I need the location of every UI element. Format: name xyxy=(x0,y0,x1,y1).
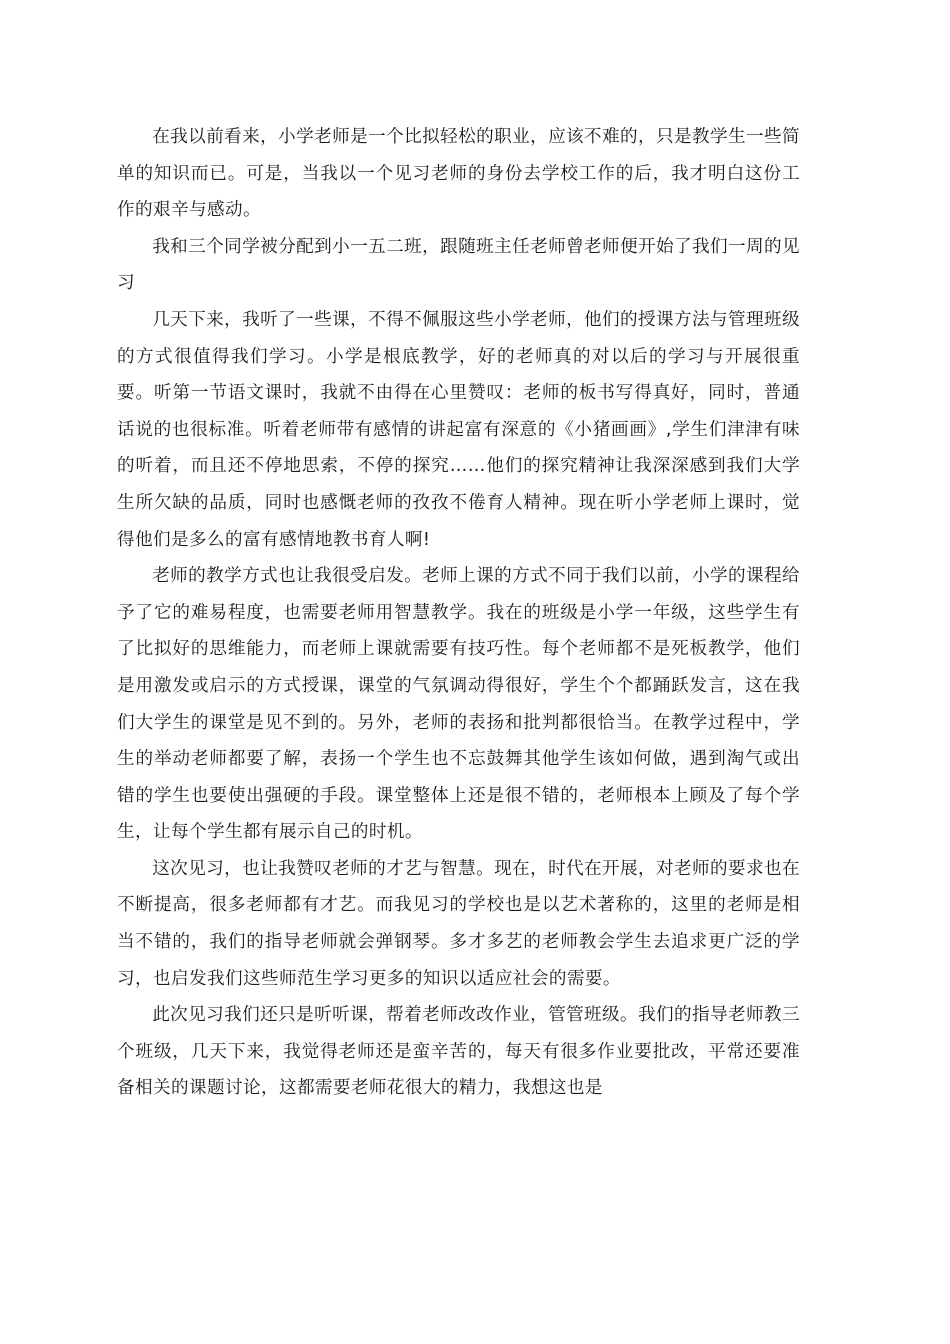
body-text xyxy=(117,119,800,1107)
paragraph-5: 这次见习，也让我赞叹老师的才艺与智慧。现在，时代在开展，对老师的要求也在不断提高，很多老师都有才艺。而我见习的学校也是以艺术著称的，这里的老师是相当不错的，我们的指导老师就会弹钢琴。多才多艺的老师教会学生去追求更广泛的学习，也启发我们这些师范生学习更多的知识以适应社会的需要。 xyxy=(117,858,800,989)
paragraph-2: 我和三个同学被分配到小一五二班，跟随班主任老师曾老师便开始了我们一周的见习 xyxy=(117,236,800,294)
paragraph-6: 此次见习我们还只是听听课，帮着老师改改作业，管管班级。我们的指导老师教三个班级，几天下来，我觉得老师还是蛮辛苦的，每天有很多作业要批改，平常还要准备相关的课题讨论，这都需要老师花很大的精力，我想这也是 xyxy=(117,1005,800,1099)
paragraph-1: 在我以前看来，小学老师是一个比拟轻松的职业，应该不难的，只是教学生一些简单的知识而已。可是，当我以一个见习老师的身份去学校工作的后，我才明白这份工作的艰辛与感动。 xyxy=(117,127,800,221)
paragraph-4: 老师的教学方式也让我很受启发。老师上课的方式不同于我们以前，小学的课程给予了它的难易程度，也需要老师用智慧教学。我在的班级是小学一年级，这些学生有了比拟好的思维能力，而老师上课就需要有技巧性。每个老师都不是死板教学，他们是用激发或启示的方式授课，课堂的气氛调动得很好，学生个个都踊跃发言，这在我们大学生的课堂是见不到的。另外，老师的表扬和批判都很恰当。在教学过程中，学生的举动老师都要了解，表扬一个学生也不忘鼓舞其他学生该如何做，遇到淘气或出错的学生也要使出强硬的手段。课堂整体上还是很不错的，老师根本上顾及了每个学生，让每个学生都有展示自己的时机。 xyxy=(117,566,800,843)
paragraph-3: 几天下来，我听了一些课，不得不佩服这些小学老师，他们的授课方法与管理班级的方式很值得我们学习。小学是根底教学，好的老师真的对以后的学习与开展很重要。听第一节语文课时，我就不由得在心里赞叹：老师的板书写得真好，同时，普通话说的也很标准。听着老师带有感情的讲起富有深意的《小猪画画》,学生们津津有味的听着，而且还不停地思索，不停的探究……他们的探究精神让我深深感到我们大学生所欠缺的品质，同时也感慨老师的孜孜不倦育人精神。现在听小学老师上课时，觉得他们是多么的富有感情地教书育人啊! xyxy=(117,309,800,550)
